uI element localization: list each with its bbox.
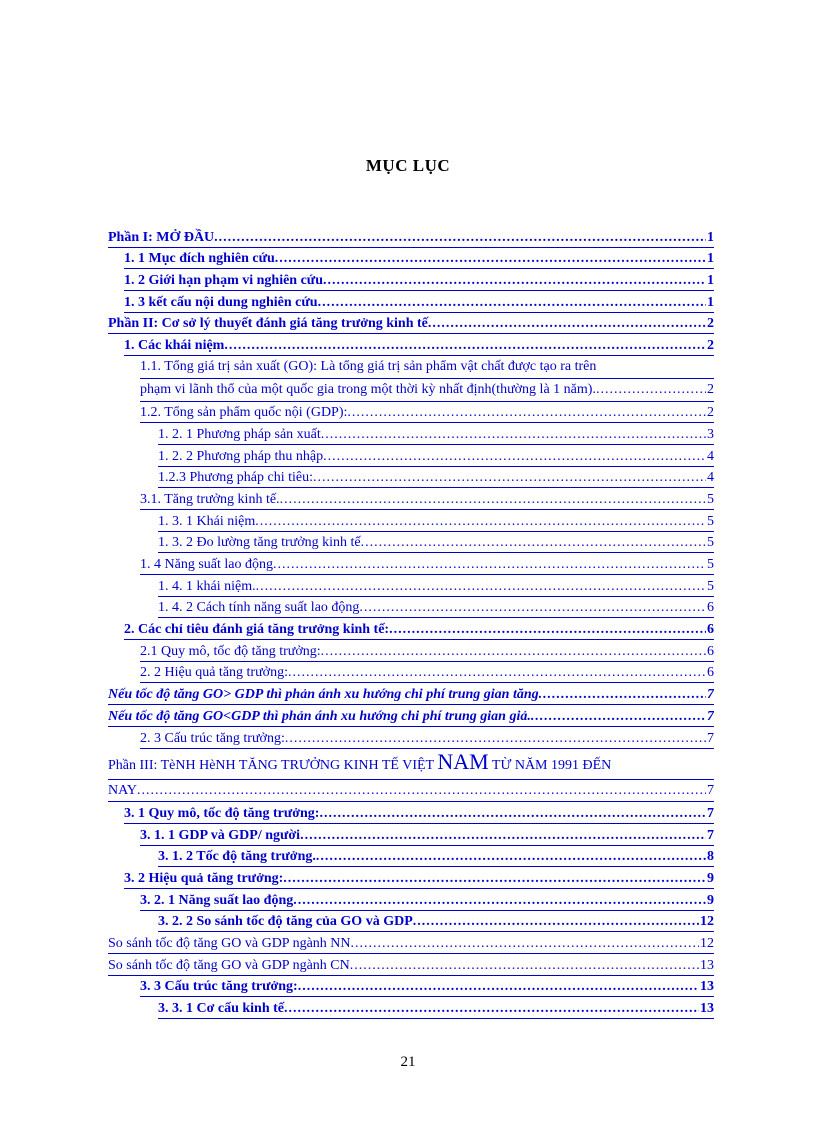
toc-page-number: 2 bbox=[707, 381, 714, 397]
toc-entry-scale-speed[interactable]: 2.1 Quy mô, tốc độ tăng trưởng: ..... 6 bbox=[140, 640, 714, 662]
toc-page-number: 5 bbox=[707, 491, 714, 507]
toc-page-number: 5 bbox=[707, 535, 714, 551]
toc-page-number: 9 bbox=[707, 870, 714, 886]
toc-page-number: 12 bbox=[700, 914, 714, 930]
toc-entry-3-1[interactable]: 3. 1 Quy mô, tốc độ tăng trưởng: ..... 7 bbox=[124, 802, 714, 824]
toc-entry-part-1[interactable]: Phần I: MỞ ĐẦU ..... 1 bbox=[108, 226, 714, 248]
toc-page-number: 7 bbox=[707, 782, 714, 798]
toc-entry-productivity-concept[interactable]: 1. 4. 1 khái niệm. ..... 5 bbox=[158, 575, 714, 597]
toc-page-number: 12 bbox=[700, 936, 714, 952]
toc-entry-3-1-2[interactable]: 3. 1. 2 Tốc độ tăng trưởng. ..... 8 bbox=[158, 846, 714, 868]
toc-entry-3-3-1[interactable]: 3. 3. 1 Cơ cấu kinh tế ..... 13 bbox=[158, 997, 714, 1019]
toc-entry-gdp-income[interactable]: 1. 2. 2 Phương pháp thu nhập ..... 4 bbox=[158, 445, 714, 467]
toc-entry-compare-cn[interactable]: So sánh tốc độ tăng GO và GDP ngành CN ..... 13 bbox=[108, 954, 714, 976]
toc-page-number: 7 bbox=[707, 730, 714, 746]
toc-page-number: 2 bbox=[707, 338, 714, 354]
toc-page-number: 5 bbox=[707, 578, 714, 594]
toc-entry-3-2-2[interactable]: 3. 2. 2 So sánh tốc độ tăng của GO và GDP ..... 12 bbox=[158, 911, 714, 933]
toc-entry-3-1-1[interactable]: 3. 1. 1 GDP và GDP/ người ..... 7 bbox=[140, 824, 714, 846]
page-title: MỤC LỤC bbox=[365, 156, 451, 175]
toc-entry-structure[interactable]: 2. 3 Cấu trúc tăng trưởng: ..... 7 bbox=[140, 727, 714, 749]
toc-entry-gdp-expenditure[interactable]: 1.2.3 Phương pháp chi tiêu: ..... 4 bbox=[158, 467, 714, 489]
toc-entry-3-3[interactable]: 3. 3 Cấu trúc tăng trưởng: ..... 13 bbox=[140, 976, 714, 998]
toc-entry-growth-concept[interactable]: 1. 3. 1 Khái niệm ..... 5 bbox=[158, 510, 714, 532]
toc-page-number: 1 bbox=[707, 251, 714, 267]
toc-page-number: 7 bbox=[707, 708, 714, 724]
toc-entry-1-3[interactable]: 1. 3 kết cấu nội dung nghiên cứu ..... 1 bbox=[124, 291, 714, 313]
toc-page-number: 6 bbox=[707, 665, 714, 681]
toc-entry-gdp-production[interactable]: 1. 2. 1 Phương pháp sản xuất ..... 3 bbox=[158, 423, 714, 445]
toc-entry-concepts[interactable]: 1. Các khái niệm ..... 2 bbox=[124, 334, 714, 356]
toc-entry-3-2-1[interactable]: 3. 2. 1 Năng suất lao động ..... 9 bbox=[140, 889, 714, 911]
toc-entry-gdp[interactable]: 1.2. Tổng sản phẩm quốc nội (GDP): ..... 2 bbox=[140, 402, 714, 424]
toc-page-number: 13 bbox=[700, 979, 714, 995]
toc-page-number: 6 bbox=[707, 622, 714, 638]
toc-entry-1-1[interactable]: 1. 1 Mục đích nghiên cứu ..... 1 bbox=[124, 248, 714, 270]
toc-page-number: 6 bbox=[707, 643, 714, 659]
toc-page-number: 7 bbox=[707, 805, 714, 821]
toc-entry-part-3[interactable]: Phần III: TèNH HèNH TĂNG TRƯỞNG KINH TẾ VIỆT NAM TỪ NĂM 1991 ĐẾN NAY ..... 7 bbox=[108, 749, 714, 803]
page-number: 21 bbox=[400, 1054, 416, 1070]
toc-page-number: 7 bbox=[707, 827, 714, 843]
toc-page-number: 7 bbox=[707, 687, 714, 703]
toc-page-number: 5 bbox=[707, 513, 714, 529]
toc-page-number: 1 bbox=[707, 229, 714, 245]
toc-page-number: 4 bbox=[707, 448, 714, 464]
toc-page-number: 9 bbox=[707, 892, 714, 908]
toc-page-number: 1 bbox=[707, 294, 714, 310]
toc-entry-productivity[interactable]: 1. 4 Năng suất lao động ..... 5 bbox=[140, 553, 714, 575]
toc-page-number: 6 bbox=[707, 600, 714, 616]
toc-page-number: 5 bbox=[707, 557, 714, 573]
table-of-contents bbox=[108, 226, 714, 1019]
toc-entry-3-2[interactable]: 3. 2 Hiệu quả tăng trưởng: ..... 9 bbox=[124, 867, 714, 889]
toc-page-number: 8 bbox=[707, 849, 714, 865]
toc-entry-part-2[interactable]: Phần II: Cơ sở lý thuyết đánh giá tăng trưởng kinh tế ..... 2 bbox=[108, 313, 714, 335]
toc-entry-go-greater[interactable]: Nếu tốc độ tăng GO> GDP thì phản ánh xu hướng chi phí trung gian tăng ..... 7 bbox=[108, 683, 714, 705]
toc-page-number: 3 bbox=[707, 426, 714, 442]
toc-page-number: 13 bbox=[700, 1001, 714, 1017]
toc-entry-1-2[interactable]: 1. 2 Giới hạn phạm vi nghiên cứu ..... 1 bbox=[124, 269, 714, 291]
toc-entry-indicators[interactable]: 2. Các chỉ tiêu đánh giá tăng trưởng kinh tế: ..... 6 bbox=[124, 618, 714, 640]
toc-entry-growth[interactable]: 3.1. Tăng trưởng kinh tế. ..... 5 bbox=[140, 488, 714, 510]
toc-page-number: 2 bbox=[707, 405, 714, 421]
toc-entry-efficiency[interactable]: 2. 2 Hiệu quả tăng trưởng: ..... 6 bbox=[140, 662, 714, 684]
toc-entry-productivity-calc[interactable]: 1. 4. 2 Cách tính năng suất lao động ..... 6 bbox=[158, 597, 714, 619]
toc-entry-compare-nn[interactable]: So sánh tốc độ tăng GO và GDP ngành NN ..... 12 bbox=[108, 932, 714, 954]
toc-entry-growth-measure[interactable]: 1. 3. 2 Đo lường tăng trưởng kinh tế ..... 5 bbox=[158, 532, 714, 554]
toc-page-number: 2 bbox=[707, 316, 714, 332]
toc-page-number: 1 bbox=[707, 273, 714, 289]
toc-entry-go[interactable]: 1.1. Tổng giá trị sản xuất (GO): Là tổng giá trị sản phẩm vật chất được tạo ra trên phạm vi lãnh thổ của một quốc gia trong một thời kỳ nhất định(thường là 1 năm). ..... 2 bbox=[140, 356, 714, 401]
toc-page-number: 4 bbox=[707, 470, 714, 486]
toc-page-number: 13 bbox=[700, 957, 714, 973]
toc-entry-go-less[interactable]: Nếu tốc độ tăng GO<GDP thì phản ánh xu hướng chi phí trung gian giả. ..... 7 bbox=[108, 705, 714, 727]
